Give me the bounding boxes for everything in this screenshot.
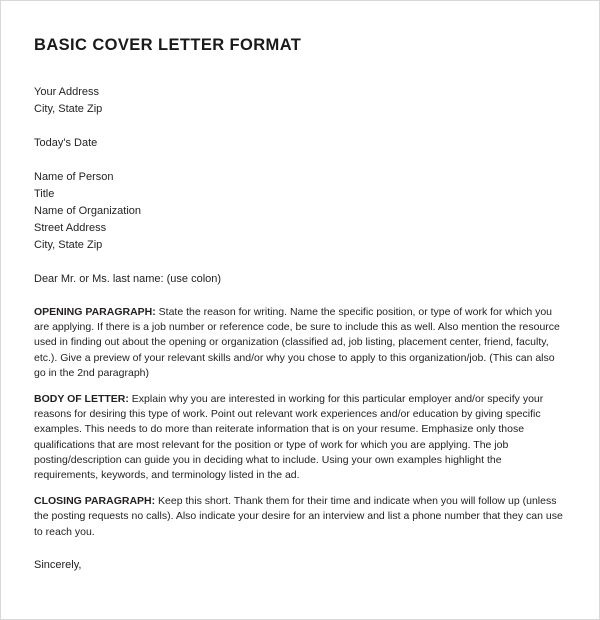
sender-address-line: City, State Zip	[34, 103, 103, 115]
paragraph-text: State the reason for writing. Name the specific position, or type of work for which you are applying. If there is a job number or reference code, be sure to include this as well. Also mention the resource used in finding out about the opening or organization (classified ad, job listing, placement center, friend, faculty, etc.). Give a preview of your relevant skills and/or why you chose to apply to this organization/job. (This can also go in the 2nd paragraph)	[34, 306, 560, 379]
recipient-address-line: Street Address	[34, 222, 107, 234]
spacer	[34, 55, 566, 84]
paragraph-label: CLOSING PARAGRAPH:	[34, 495, 156, 508]
closing-text: Sincerely,	[34, 558, 82, 571]
paragraph-closing	[34, 494, 566, 540]
paragraph-label: OPENING PARAGRAPH:	[34, 306, 156, 318]
recipient-address-line: City, State Zip	[34, 239, 103, 251]
paragraph-text: Explain why you are interested in working for this particular employer and/or specify your reasons for desiring this type of work. Point out relevant work experiences and/or education by giving specific examples. This needs to do more than reiterate information that is on your resume. Emphasize only those qualifications that are most relevant for the position or type of work for which you are applying. The job posting/description can guide you in deciding what to include. Using your own examples highlight the requirements, keywords, and terminology listed in the ad.	[34, 393, 544, 482]
recipient-address-line: Name of Organization	[34, 205, 141, 217]
spacer	[34, 152, 566, 169]
spacer	[34, 540, 566, 557]
recipient-address	[34, 169, 566, 254]
spacer	[34, 381, 566, 392]
paragraph-body	[34, 392, 566, 483]
sender-address-line: Your Address	[34, 86, 100, 98]
recipient-address-line: Title	[34, 188, 55, 200]
paragraph-label: BODY OF LETTER:	[34, 393, 129, 406]
spacer	[34, 288, 566, 305]
closing-signoff	[34, 557, 566, 574]
date-line	[34, 135, 566, 152]
salutation	[34, 271, 566, 288]
spacer	[34, 254, 566, 271]
page-title: BASIC COVER LETTER FORMAT	[34, 36, 302, 54]
sender-address	[34, 84, 566, 118]
spacer	[34, 483, 566, 494]
spacer	[34, 118, 566, 135]
date-text: Today's Date	[34, 137, 98, 149]
salutation-text: Dear Mr. or Ms. last name: (use colon)	[34, 273, 222, 285]
paragraph-text: Keep this short. Thank them for their time and indicate when you will follow up (unless the posting requests no calls). Also indicate your desire for an interview and list a phone number that they can use to reach you.	[34, 495, 563, 538]
recipient-address-line: Name of Person	[34, 171, 114, 183]
paragraph-opening	[34, 305, 566, 381]
